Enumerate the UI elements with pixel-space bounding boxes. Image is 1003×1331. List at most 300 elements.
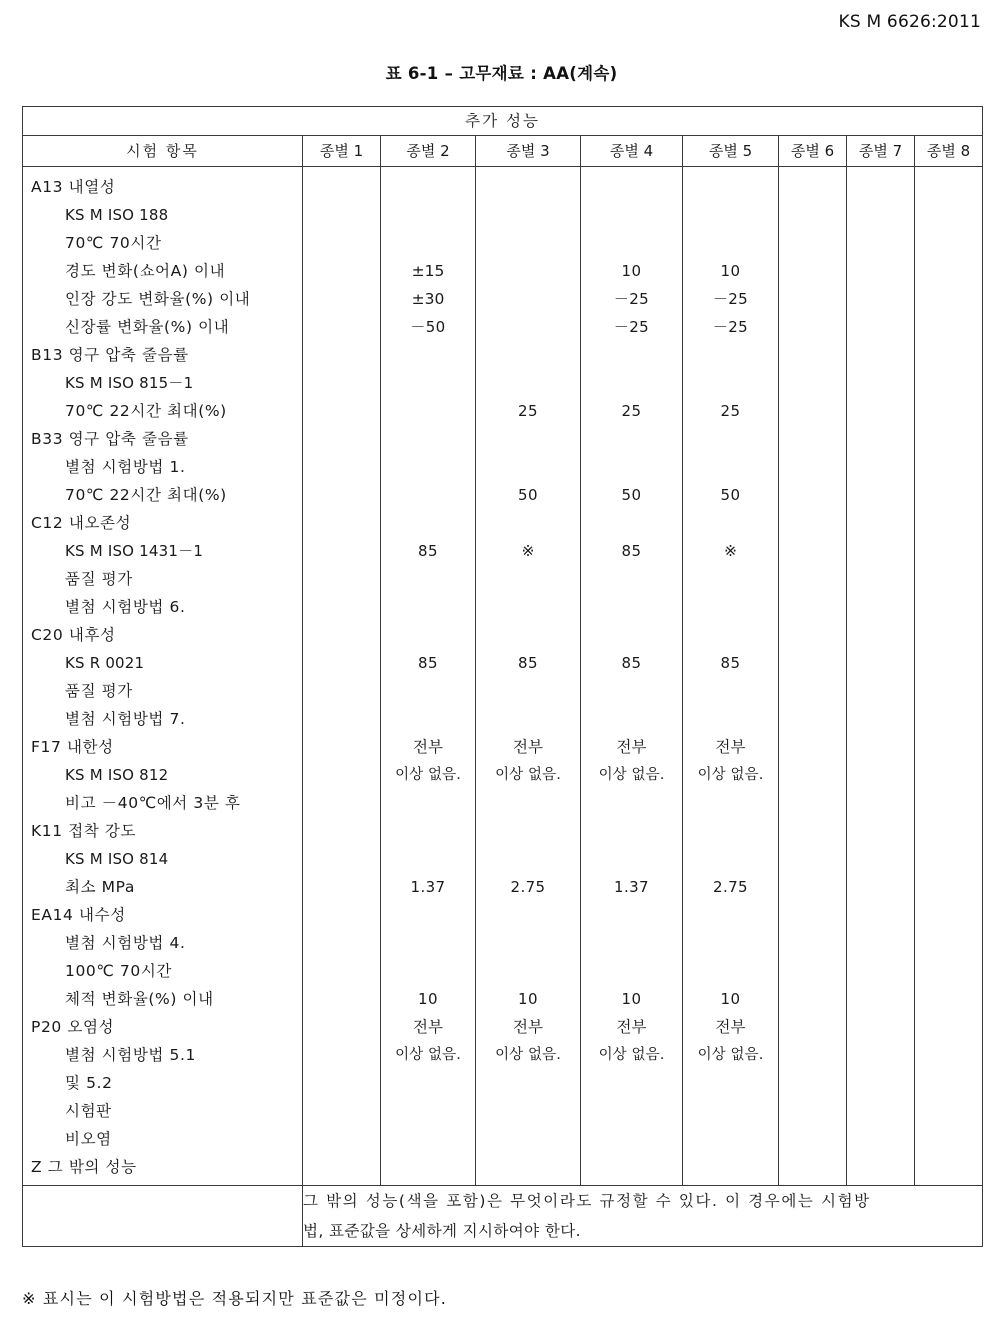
value-cell — [847, 565, 914, 593]
value-cell — [381, 397, 475, 425]
column-header-type1: 종별 1 — [303, 136, 381, 167]
value-cell — [915, 173, 982, 201]
test-item-line: 비오염 — [65, 1130, 112, 1148]
value-cell — [303, 257, 380, 285]
value-cell — [683, 1097, 778, 1125]
column-header-type5: 종별 5 — [683, 136, 779, 167]
value-cell — [476, 509, 580, 537]
value-cell — [847, 705, 914, 733]
column-header-row — [23, 136, 983, 167]
value-cell — [683, 817, 778, 845]
column-header-type3: 종별 3 — [476, 136, 581, 167]
test-item-line: Z 그 밖의 성능 — [31, 1158, 137, 1176]
value-cell — [915, 593, 982, 621]
asterisk-footnote: ※ 표시는 이 시험방법은 적용되지만 표준값은 미정이다. — [22, 1289, 448, 1308]
test-item-line: B33 영구 압축 줄음률 — [31, 430, 189, 448]
value-cell: 50 — [518, 486, 538, 504]
value-cell: 이상 없음. — [697, 1047, 764, 1063]
value-cell — [779, 929, 846, 957]
value-cell — [581, 957, 682, 985]
test-item-line: 최소 MPa — [65, 878, 135, 896]
column-header-type6: 종별 6 — [779, 136, 847, 167]
value-cell — [381, 1153, 475, 1181]
value-cell — [779, 873, 846, 901]
value-cell — [381, 705, 475, 733]
test-item-line: 별첨 시험방법 5.1 — [65, 1046, 196, 1064]
test-item-line: B13 영구 압축 줄음률 — [31, 346, 189, 364]
value-cell — [303, 229, 380, 257]
value-cell — [303, 313, 380, 341]
value-cell: 85 — [720, 654, 741, 672]
value-cell — [303, 593, 380, 621]
value-cell — [779, 957, 846, 985]
value-cell — [476, 845, 580, 873]
table-head — [23, 107, 983, 167]
value-cell — [683, 845, 778, 873]
value-cell — [581, 201, 682, 229]
value-cell — [303, 957, 380, 985]
value-cell — [581, 229, 682, 257]
value-cell — [915, 817, 982, 845]
value-cell: －25 — [613, 318, 650, 336]
test-item-line: C12 내오존성 — [31, 514, 132, 532]
value-cell — [847, 1097, 914, 1125]
value-cell: ±30 — [411, 290, 445, 308]
value-cell — [581, 621, 682, 649]
value-cell — [915, 285, 982, 313]
value-cell — [847, 285, 914, 313]
value-cell — [303, 845, 380, 873]
value-cell — [581, 789, 682, 817]
value-cell — [779, 705, 846, 733]
value-cell: －25 — [613, 290, 650, 308]
value-cell — [303, 621, 380, 649]
value-cell — [303, 1097, 380, 1125]
value-cell — [847, 313, 914, 341]
test-item-column — [23, 167, 303, 1186]
value-cell — [915, 985, 982, 1013]
column-header-item: 시험 항목 — [23, 136, 303, 167]
value-cell — [847, 453, 914, 481]
value-cell — [915, 929, 982, 957]
value-cell — [581, 593, 682, 621]
value-cell — [581, 705, 682, 733]
value-cell — [381, 789, 475, 817]
note-row-text-cell — [303, 1186, 983, 1247]
value-cell — [779, 1041, 846, 1069]
requirements-table — [22, 106, 983, 1247]
group-header-cell: 추가 성능 — [23, 107, 983, 136]
table-note-row — [23, 1186, 983, 1247]
value-cell — [779, 509, 846, 537]
value-cell — [915, 1153, 982, 1181]
value-cell — [847, 817, 914, 845]
value-cell — [581, 1097, 682, 1125]
value-cell — [915, 1125, 982, 1153]
value-column-type6 — [779, 167, 847, 1186]
value-cell — [303, 1013, 380, 1041]
value-cell — [779, 789, 846, 817]
value-cell: 전부 — [513, 1018, 543, 1036]
value-cell: 1.37 — [410, 878, 446, 896]
value-cell — [847, 985, 914, 1013]
value-cell — [381, 453, 475, 481]
value-list-type3 — [476, 167, 580, 1185]
value-cell — [683, 565, 778, 593]
value-cell — [915, 873, 982, 901]
value-cell: 이상 없음. — [495, 767, 561, 783]
value-cell: 2.75 — [713, 878, 748, 896]
value-cell — [303, 481, 380, 509]
value-cell — [476, 929, 580, 957]
value-cell — [381, 201, 475, 229]
value-cell — [303, 425, 380, 453]
value-cell — [476, 425, 580, 453]
test-item-line: 70℃ 22시간 최대(%) — [65, 402, 227, 420]
test-item-line: KS M ISO 812 — [65, 766, 169, 784]
value-cell — [581, 817, 682, 845]
value-cell: 10 — [518, 990, 538, 1008]
value-cell — [915, 1041, 982, 1069]
value-cell — [683, 1153, 778, 1181]
value-cell — [476, 593, 580, 621]
value-cell — [381, 677, 475, 705]
value-cell — [847, 929, 914, 957]
value-cell — [779, 901, 846, 929]
value-cell — [847, 173, 914, 201]
value-cell — [303, 173, 380, 201]
value-cell: 25 — [720, 402, 741, 420]
value-cell — [779, 285, 846, 313]
value-cell — [476, 341, 580, 369]
value-cell — [381, 509, 475, 537]
value-cell: 10 — [621, 262, 642, 280]
value-cell — [779, 1097, 846, 1125]
value-cell: 10 — [720, 262, 741, 280]
value-cell: 전부 — [413, 1018, 443, 1036]
value-cell — [779, 593, 846, 621]
value-cell — [581, 565, 682, 593]
value-cell — [915, 257, 982, 285]
value-cell — [847, 621, 914, 649]
value-cell — [381, 817, 475, 845]
value-cell: ±15 — [411, 262, 445, 280]
value-cell: 이상 없음. — [598, 1047, 665, 1063]
value-cell — [476, 1097, 580, 1125]
value-cell — [915, 677, 982, 705]
value-cell: 10 — [418, 990, 438, 1008]
value-cell — [683, 425, 778, 453]
value-cell — [779, 565, 846, 593]
value-cell — [683, 789, 778, 817]
value-cell — [847, 537, 914, 565]
value-cell — [779, 817, 846, 845]
test-item-line: 비고 －40℃에서 3분 후 — [65, 794, 241, 812]
value-cell — [581, 341, 682, 369]
value-cell — [779, 537, 846, 565]
value-cell — [779, 397, 846, 425]
value-cell — [303, 817, 380, 845]
value-cell — [915, 705, 982, 733]
value-cell — [683, 677, 778, 705]
value-cell — [476, 901, 580, 929]
value-cell — [915, 789, 982, 817]
value-cell — [683, 901, 778, 929]
value-cell — [915, 201, 982, 229]
value-cell — [915, 733, 982, 761]
value-cell — [779, 1125, 846, 1153]
value-cell — [381, 341, 475, 369]
value-cell — [847, 593, 914, 621]
value-cell — [779, 985, 846, 1013]
value-cell — [303, 873, 380, 901]
value-cell — [581, 929, 682, 957]
value-cell — [381, 1097, 475, 1125]
value-cell: 전부 — [616, 738, 647, 756]
test-item-list — [23, 167, 302, 1185]
test-item-line: KS M ISO 1431－1 — [65, 542, 204, 560]
table-container — [22, 106, 982, 1247]
value-cell — [779, 1069, 846, 1097]
value-cell — [779, 201, 846, 229]
test-item-line: 신장률 변화율(%) 이내 — [65, 318, 230, 336]
value-cell — [381, 1069, 475, 1097]
value-cell — [303, 1069, 380, 1097]
value-cell — [476, 1125, 580, 1153]
value-cell — [779, 481, 846, 509]
value-cell — [847, 761, 914, 789]
value-cell — [683, 1069, 778, 1097]
column-header-type2: 종별 2 — [381, 136, 476, 167]
value-cell: －25 — [712, 318, 749, 336]
test-item-line: 인장 강도 변화율(%) 이내 — [65, 290, 251, 308]
value-cell: 이상 없음. — [495, 1047, 561, 1063]
value-cell: 85 — [418, 654, 438, 672]
value-cell: 전부 — [616, 1018, 647, 1036]
value-cell — [581, 425, 682, 453]
value-cell — [847, 229, 914, 257]
value-cell — [381, 901, 475, 929]
value-cell — [779, 313, 846, 341]
value-cell — [915, 649, 982, 677]
value-column-type5 — [683, 167, 779, 1186]
value-cell — [779, 453, 846, 481]
value-cell — [915, 621, 982, 649]
value-cell — [683, 929, 778, 957]
value-cell — [476, 1069, 580, 1097]
value-cell — [303, 397, 380, 425]
value-cell — [381, 1125, 475, 1153]
test-item-line: KS R 0021 — [65, 654, 145, 672]
value-list-type2 — [381, 167, 475, 1185]
value-cell — [303, 1153, 380, 1181]
value-cell: 1.37 — [614, 878, 649, 896]
value-cell — [779, 677, 846, 705]
value-cell — [847, 845, 914, 873]
value-cell — [915, 1069, 982, 1097]
value-cell — [779, 341, 846, 369]
value-cell: 전부 — [715, 738, 746, 756]
value-cell: 50 — [720, 486, 741, 504]
running-head: KS M 6626:2011 — [838, 12, 981, 32]
value-cell — [581, 1125, 682, 1153]
value-cell — [915, 341, 982, 369]
value-cell — [847, 789, 914, 817]
test-item-line: 품질 평가 — [65, 570, 133, 588]
value-cell — [847, 1069, 914, 1097]
value-cell — [847, 201, 914, 229]
value-cell — [303, 565, 380, 593]
value-cell — [476, 677, 580, 705]
value-cell — [381, 621, 475, 649]
value-cell — [779, 425, 846, 453]
value-cell — [915, 229, 982, 257]
value-cell — [581, 845, 682, 873]
test-item-line: KS M ISO 815－1 — [65, 374, 194, 392]
value-cell: 85 — [621, 654, 642, 672]
value-cell — [476, 173, 580, 201]
group-header-row — [23, 107, 983, 136]
value-cell — [847, 733, 914, 761]
test-item-line: C20 내후성 — [31, 626, 116, 644]
value-cell — [303, 649, 380, 677]
value-cell — [476, 229, 580, 257]
value-column-type1 — [303, 167, 381, 1186]
column-header-type7: 종별 7 — [847, 136, 915, 167]
value-cell: 10 — [621, 990, 642, 1008]
value-cell — [779, 173, 846, 201]
value-cell — [847, 901, 914, 929]
value-cell — [381, 957, 475, 985]
value-cell — [303, 789, 380, 817]
note-line: 법, 표준값을 상세하게 지시하여야 한다. — [303, 1222, 581, 1240]
value-cell: 50 — [621, 486, 642, 504]
value-cell — [476, 621, 580, 649]
value-cell — [303, 509, 380, 537]
value-cell — [476, 201, 580, 229]
value-cell — [779, 761, 846, 789]
value-cell: 85 — [621, 542, 642, 560]
value-cell — [581, 509, 682, 537]
value-cell — [847, 481, 914, 509]
value-cell: 이상 없음. — [395, 767, 461, 783]
value-cell — [847, 509, 914, 537]
value-cell — [915, 537, 982, 565]
value-cell — [683, 1125, 778, 1153]
value-cell — [581, 1069, 682, 1097]
value-cell — [381, 593, 475, 621]
value-cell — [303, 285, 380, 313]
value-cell — [683, 201, 778, 229]
test-item-line: 별첨 시험방법 7. — [65, 710, 186, 728]
test-item-line: 별첨 시험방법 4. — [65, 934, 186, 952]
value-list-type6 — [779, 167, 846, 1185]
test-item-line: 70℃ 70시간 — [65, 234, 162, 252]
value-cell — [381, 845, 475, 873]
value-cell — [915, 509, 982, 537]
value-cell — [683, 957, 778, 985]
value-cell — [847, 1125, 914, 1153]
value-cell — [476, 453, 580, 481]
value-cell — [476, 705, 580, 733]
value-cell — [381, 369, 475, 397]
value-cell — [847, 957, 914, 985]
value-cell — [779, 257, 846, 285]
value-cell — [581, 453, 682, 481]
value-cell — [779, 845, 846, 873]
value-cell — [779, 621, 846, 649]
test-item-line: 시험판 — [65, 1102, 112, 1120]
value-cell — [381, 565, 475, 593]
value-cell — [915, 1097, 982, 1125]
table-caption: 표 6-1 – 고무재료 : AA(계속) — [385, 64, 618, 83]
value-cell — [915, 845, 982, 873]
value-cell — [915, 1013, 982, 1041]
test-item-line: KS M ISO 814 — [65, 850, 169, 868]
value-cell — [303, 369, 380, 397]
value-cell — [915, 957, 982, 985]
value-cell — [381, 929, 475, 957]
value-column-type4 — [581, 167, 683, 1186]
value-cell — [915, 397, 982, 425]
value-cell — [779, 733, 846, 761]
note-line: 그 밖의 성능(색을 포함)은 무엇이라도 규정할 수 있다. 이 경우에는 시험방 — [303, 1192, 871, 1210]
value-cell — [847, 341, 914, 369]
value-cell — [303, 453, 380, 481]
value-cell — [847, 677, 914, 705]
value-cell: 이상 없음. — [395, 1047, 461, 1063]
value-cell: 전부 — [513, 738, 543, 756]
value-cell — [303, 201, 380, 229]
value-list-type7 — [847, 167, 914, 1185]
value-cell — [915, 369, 982, 397]
value-cell: 2.75 — [510, 878, 546, 896]
value-cell: 25 — [518, 402, 538, 420]
value-cell — [476, 817, 580, 845]
value-cell — [303, 705, 380, 733]
value-list-type1 — [303, 167, 380, 1185]
value-cell — [303, 341, 380, 369]
note-row-spacer — [23, 1186, 303, 1247]
value-cell — [915, 901, 982, 929]
value-cell — [683, 369, 778, 397]
value-cell — [847, 873, 914, 901]
value-cell — [303, 537, 380, 565]
value-cell — [303, 929, 380, 957]
test-item-line: 70℃ 22시간 최대(%) — [65, 486, 227, 504]
value-cell: 이상 없음. — [598, 767, 665, 783]
test-item-line: 100℃ 70시간 — [65, 962, 172, 980]
value-cell — [683, 621, 778, 649]
value-cell — [581, 369, 682, 397]
value-cell — [381, 481, 475, 509]
value-cell: －50 — [410, 318, 446, 336]
value-cell — [683, 229, 778, 257]
value-cell — [303, 677, 380, 705]
value-cell: 전부 — [413, 738, 443, 756]
value-cell — [847, 1153, 914, 1181]
value-cell — [915, 425, 982, 453]
value-cell — [476, 285, 580, 313]
value-cell — [581, 173, 682, 201]
value-cell — [476, 957, 580, 985]
value-cell — [303, 761, 380, 789]
value-cell: 25 — [621, 402, 642, 420]
value-cell — [581, 901, 682, 929]
test-item-line: P20 오염성 — [31, 1018, 115, 1036]
value-list-type4 — [581, 167, 682, 1185]
value-cell — [476, 369, 580, 397]
